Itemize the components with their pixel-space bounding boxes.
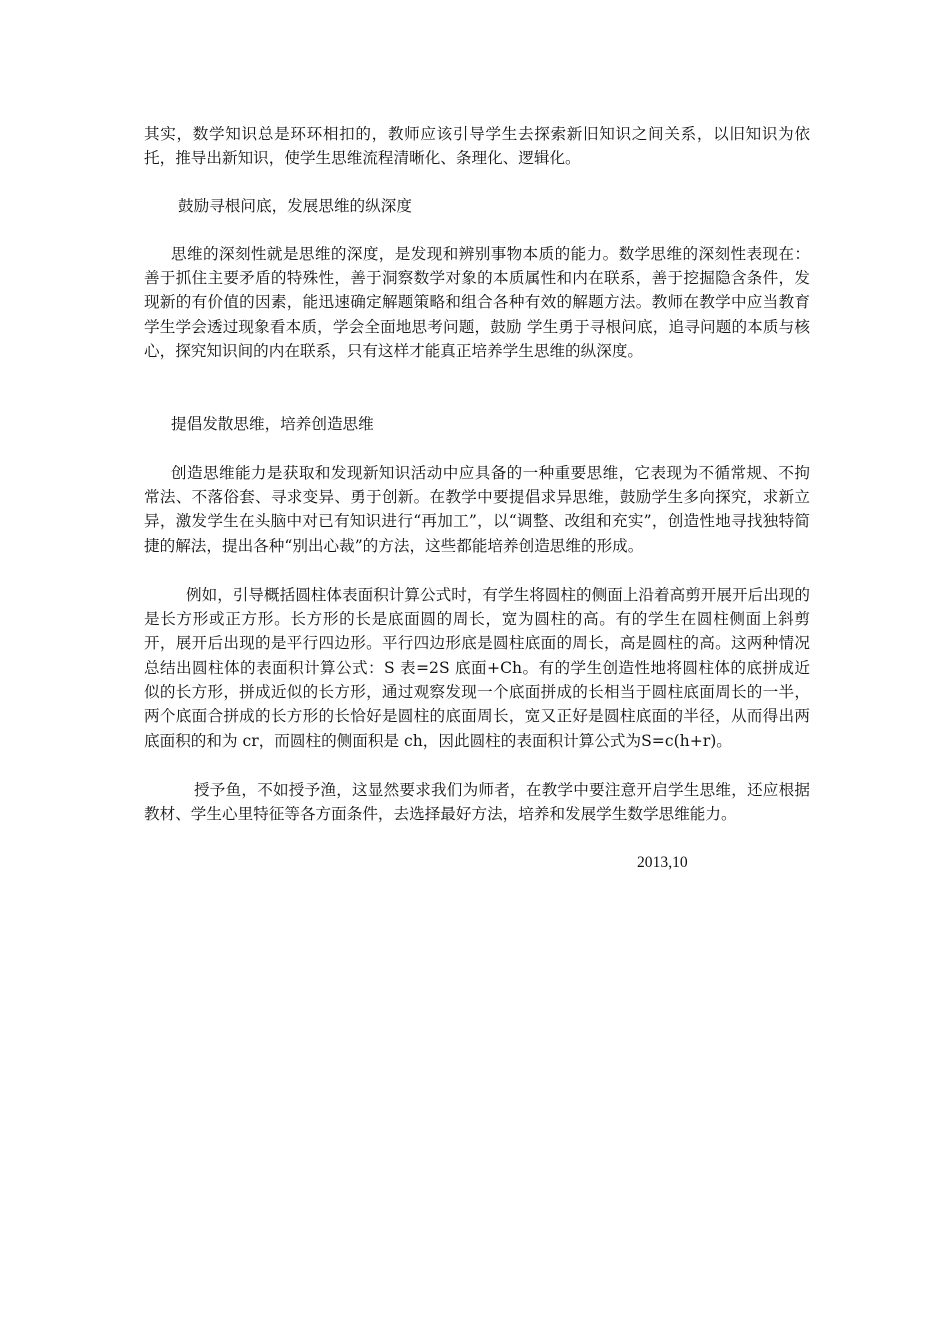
paragraph-creative-thinking: 创造思维能力是获取和发现新知识活动中应具备的一种重要思维，它表现为不循常规、不拘常法、不落俗套、寻求变异、勇于创新。在教学中要提倡求异思维，鼓励学生多向探究，求新立异，激发学生在头脑中对已有知识进行“再加工”，以“调整、改组和充实”，创造性地寻找独特简捷的解法，提出各种“别出心裁”的方法，这些都能培养创造思维的形成。 xyxy=(144,463,810,555)
section-heading-creativity: 提倡发散思维，培养创造思维 xyxy=(171,415,374,434)
document-page xyxy=(144,122,810,890)
paragraph-knowledge-links: 其实，数学知识总是环环相扣的，教师应该引导学生去探索新旧知识之间关系，以旧知识为依托，推导出新知识，使学生思维流程清晰化、条理化、逻辑化。 xyxy=(144,125,810,168)
paragraph-thinking-depth: 思维的深刻性就是思维的深度，是发现和辨别事物本质的能力。数学思维的深刻性表现在：善于抓住主要矛盾的特殊性，善于洞察数学对象的本质属性和内在联系，善于挖掘隐含条件，发现新的有价值的因素，能迅速确定解题策略和组合各种有效的解题方法。教师在教学中应当教育学生学会透过现象看本质，学会全面地思考问题，鼓励 学生勇于寻根问底，追寻问题的本质与核心，探究知识间的内在联系，只有这样才能真正培养学生思维的纵深度。 xyxy=(144,244,810,361)
paragraph-conclusion: 授予鱼，不如授予渔，这显然要求我们为师者，在教学中要注意开启学生思维，还应根据教材、学生心里特征等各方面条件，去选择最好方法，培养和发展学生数学思维能力。 xyxy=(144,780,810,824)
paragraph-cylinder-example: 例如，引导概括圆柱体表面积计算公式时，有学生将圆柱的侧面上沿着高剪开展开后出现的是长方形或正方形。长方形的长是底面圆的周长，宽为圆柱的高。有的学生在圆柱侧面上斜剪开，展开后出现的是平行四边形。平行四边形底是圆柱底面的周长，高是圆柱的高。这两种情况总结出圆柱体的表面积计算公式：S 表=2S 底面+Ch。有的学生创造性地将圆柱体的底拼成近似的长方形，拼成近似的长方形，通过观察发现一个底面拼成的长相当于圆柱底面周长的一半，两个底面合拼成的长方形的长恰好是圆柱的底面周长，宽又正好是圆柱底面的半径，从而得出两底面积的和为 cr，而圆柱的侧面积是 ch，因此圆柱的表面积计算公式为S=c(h+r)。 xyxy=(144,585,810,750)
section-heading-depth: 鼓励寻根问底，发展思维的纵深度 xyxy=(178,196,412,215)
document-date: 2013,10 xyxy=(637,853,688,871)
